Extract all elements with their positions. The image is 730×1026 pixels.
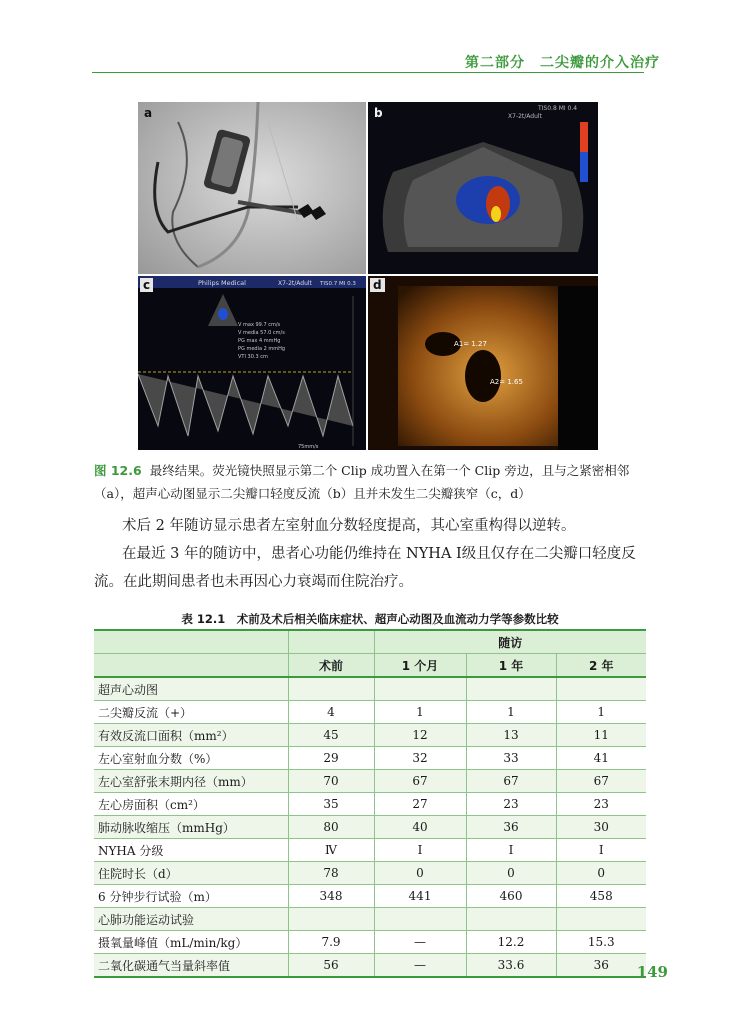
page-number: 149 [636, 963, 668, 981]
spectral-doppler-panel [138, 276, 366, 450]
table-cell: 12 [374, 724, 466, 747]
table-cell: 36 [466, 816, 556, 839]
fluoroscopy-panel [138, 102, 366, 274]
row-label: 左心房面积（cm²） [94, 793, 288, 816]
table-cell: 0 [374, 862, 466, 885]
table-cell: 15.3 [556, 931, 646, 954]
table-row [94, 701, 646, 724]
table-cell: — [374, 931, 466, 954]
area-a2-text: A2= 1.65 [490, 378, 523, 386]
table-header-empty [94, 630, 288, 654]
row-label: 住院时长（d） [94, 862, 288, 885]
column-header [94, 654, 288, 678]
table-row [94, 816, 646, 839]
table-cell: 36 [556, 954, 646, 978]
table-cell: Ⅰ [374, 839, 466, 862]
caption-label: 图 12.6 [94, 463, 142, 478]
table-row [94, 839, 646, 862]
column-header: 1 年 [466, 654, 556, 678]
table-section-row [94, 908, 646, 931]
table-cell: Ⅰ [556, 839, 646, 862]
table-cell: 27 [374, 793, 466, 816]
table-cell: 56 [288, 954, 374, 978]
table-row [94, 862, 646, 885]
row-label: 左心室射血分数（%） [94, 747, 288, 770]
table-row [94, 770, 646, 793]
row-label: 摄氧量峰值（mL/min/kg） [94, 931, 288, 954]
table-cell: Ⅰ [466, 839, 556, 862]
table-row [94, 724, 646, 747]
table-title: 表 12.1 术前及术后相关临床症状、超声心动图及血流动力学等参数比较 [181, 612, 559, 626]
table-cell: 460 [466, 885, 556, 908]
table-cell-empty [288, 908, 374, 931]
table-cell: 41 [556, 747, 646, 770]
table-section-label: 心肺功能运动试验 [94, 908, 288, 931]
probe-text: X7-2t/Adult [278, 280, 312, 287]
column-header: 1 个月 [374, 654, 466, 678]
area-a1-text: A1= 1.27 [454, 340, 487, 348]
vmax-text: V max 99.7 cm/s [238, 322, 281, 328]
table-cell: 1 [556, 701, 646, 724]
row-label: NYHA 分级 [94, 839, 288, 862]
table-cell: 67 [374, 770, 466, 793]
table-section-row [94, 677, 646, 701]
panel-label-c: c [140, 278, 153, 292]
table-cell: 67 [466, 770, 556, 793]
table-cell: 33.6 [466, 954, 556, 978]
table-row [94, 747, 646, 770]
table-cell: 4 [288, 701, 374, 724]
vti-text: VTI 30.3 cm [238, 354, 268, 360]
doppler-tis-text: TIS0.8 MI 0.4 [538, 105, 578, 112]
table-cell: 40 [374, 816, 466, 839]
table-column-header-row [94, 654, 646, 678]
table-cell-empty [466, 908, 556, 931]
panel-label-a: a [144, 106, 153, 120]
table-cell: 35 [288, 793, 374, 816]
table-cell-empty [374, 677, 466, 701]
table-cell: Ⅳ [288, 839, 374, 862]
row-label: 左心室舒张末期内径（mm） [94, 770, 288, 793]
table-group-header: 随访 [374, 630, 646, 654]
row-label: 有效反流口面积（mm²） [94, 724, 288, 747]
figure-12-6 [138, 102, 598, 450]
table-cell: 23 [556, 793, 646, 816]
table-cell: 348 [288, 885, 374, 908]
table-cell-empty [556, 677, 646, 701]
pgmedia-text: PG media 2 mmHg [238, 346, 286, 352]
table-cell: 12.2 [466, 931, 556, 954]
panel-label-b: b [374, 106, 383, 120]
spectral-doppler-image [138, 276, 366, 450]
table-cell: 13 [466, 724, 556, 747]
doppler-mode-text: X7-2t/Adult [508, 113, 542, 120]
body-paragraph-2: 在最近 3 年的随访中，患者心功能仍维持在 NYHA Ⅰ级且仅存在二尖瓣口轻度反流。在此期间患者也未再因心力衰竭而住院治疗。 [94, 546, 636, 590]
running-header: 第二部分 二尖瓣的介入治疗 [465, 55, 660, 71]
table-cell: 7.9 [288, 931, 374, 954]
3d-echo-panel [368, 276, 598, 450]
body-paragraph-1: 术后 2 年随访显示患者左室射血分数轻度提高，其心室重构得以逆转。 [122, 518, 576, 534]
table-cell: 45 [288, 724, 374, 747]
table-cell: 23 [466, 793, 556, 816]
table-cell: 11 [556, 724, 646, 747]
row-label: 二氧化碳通气当量斜率值 [94, 954, 288, 978]
sweep-speed-text: 75mm/s [298, 444, 319, 450]
table-cell: — [374, 954, 466, 978]
pgmax-text: PG max 4 mmHg [238, 338, 281, 344]
header-rule [92, 72, 644, 73]
caption-text: 最终结果。荧光镜快照显示第二个 Clip 成功置入在第一个 Clip 旁边，且与之紧密相邻（a），超声心动图显示二尖瓣口轻度反流（b）且并未发生二尖瓣狭窄（c，d） [94, 463, 630, 501]
table-cell: 29 [288, 747, 374, 770]
tis-text: TIS0.7 MI 0.3 [320, 281, 356, 287]
3d-echo-image [368, 276, 598, 450]
table-cell: 1 [374, 701, 466, 724]
table-cell: 0 [556, 862, 646, 885]
table-header-empty [288, 630, 374, 654]
figure-caption [94, 459, 654, 505]
table-cell-empty [374, 908, 466, 931]
column-header: 术前 [288, 654, 374, 678]
vendor-text: Philips Medical [198, 279, 246, 287]
table-cell-empty [466, 677, 556, 701]
table-cell: 80 [288, 816, 374, 839]
table-cell: 1 [466, 701, 556, 724]
row-label: 肺动脉收缩压（mmHg） [94, 816, 288, 839]
table-cell: 33 [466, 747, 556, 770]
column-header: 2 年 [556, 654, 646, 678]
color-doppler-image [368, 102, 598, 274]
table-row [94, 931, 646, 954]
table-cell: 78 [288, 862, 374, 885]
row-label: 6 分钟步行试验（m） [94, 885, 288, 908]
table-row [94, 793, 646, 816]
vmedia-text: V media 57.0 cm/s [238, 330, 285, 336]
table-cell: 67 [556, 770, 646, 793]
fluoroscopy-image [138, 102, 366, 274]
row-label: 二尖瓣反流（+） [94, 701, 288, 724]
table-cell: 30 [556, 816, 646, 839]
table-cell: 70 [288, 770, 374, 793]
table-group-header-row [94, 630, 646, 654]
table-row [94, 954, 646, 978]
color-doppler-panel [368, 102, 598, 274]
table-row [94, 885, 646, 908]
table-body [94, 677, 646, 977]
table-cell-empty [288, 677, 374, 701]
table-cell: 441 [374, 885, 466, 908]
table-cell: 0 [466, 862, 556, 885]
comparison-table [94, 629, 646, 978]
table-cell: 32 [374, 747, 466, 770]
table-section-label: 超声心动图 [94, 677, 288, 701]
panel-label-d: d [370, 278, 385, 292]
table-cell: 458 [556, 885, 646, 908]
table-cell-empty [556, 908, 646, 931]
